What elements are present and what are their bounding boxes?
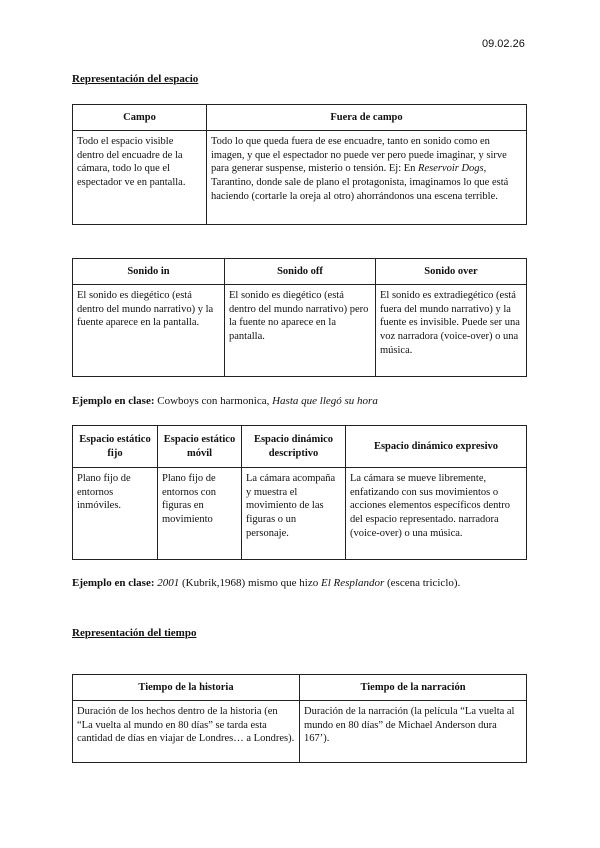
example-2-label: Ejemplo en clase:	[72, 577, 155, 589]
cell-estatico-movil: Plano fijo de entornos con figuras en movimiento	[158, 468, 242, 560]
cell-tiempo-narracion: Duración de la narración (la película “La vuelta al mundo en 80 días” de Michael Anderson dura 167’).	[300, 701, 527, 763]
example-1	[72, 394, 378, 408]
header-sonido-off: Sonido off	[225, 259, 376, 285]
document-date: 09.02.26	[482, 38, 525, 50]
header-tiempo-narracion: Tiempo de la narración	[300, 675, 527, 701]
table-campo	[72, 104, 527, 225]
fuera-text-pre: Todo lo que queda fuera de ese encuadre, tanto en sonido como en imagen, y que el espectador no puede ver pero puede imaginar, y sirve para generar suspense, misterio o tensión. Ej: En	[211, 136, 507, 175]
space-heading: Representación del espacio	[72, 73, 199, 85]
cell-tiempo-historia: Duración de los hechos dentro de la historia (en “La vuelta al mundo en 80 días” se tarda esta cantidad de días en viajar de Londres… a Londres).	[73, 701, 300, 763]
example-1-text: Cowboys con harmonica,	[154, 395, 273, 407]
header-estatico-fijo: Espacio estático fijo	[73, 426, 158, 468]
example-2-film-1: 2001	[157, 577, 180, 589]
cell-sonido-in: El sonido es diegético (está dentro del mundo narrativo) y la fuente aparece en la pantalla.	[73, 285, 225, 377]
cell-dinamico-expresivo: La cámara se mueve libremente, enfatizando con sus movimientos o acciones elementos específicos dentro del espacio representado. narradora (voice-over) o una música.	[346, 468, 527, 560]
film-reservoir-dogs: Reservoir Dogs	[418, 163, 484, 175]
cell-dinamico-descriptivo: La cámara acompaña y muestra el movimiento de las figuras o un personaje.	[242, 468, 346, 560]
cell-campo: Todo el espacio visible dentro del encuadre de la cámara, todo lo que el espectador ve en pantalla.	[73, 131, 207, 225]
cell-fuera-de-campo	[207, 131, 527, 225]
cell-sonido-off: El sonido es diegético (está dentro del mundo narrativo) pero la fuente no aparece en la pantalla.	[225, 285, 376, 377]
header-dinamico-descriptivo: Espacio dinámico descriptivo	[242, 426, 346, 468]
header-sonido-over: Sonido over	[376, 259, 527, 285]
example-1-label: Ejemplo en clase:	[72, 395, 155, 407]
cell-sonido-over: El sonido es extradiegético (está fuera del mundo narrativo) y la fuente es invisible. Puede ser una voz narradora (voice-over) o una música.	[376, 285, 527, 377]
table-tiempo	[72, 674, 527, 763]
example-2-text-1: (Kubrik,1968) mismo que hizo	[179, 577, 321, 589]
table-sonido	[72, 258, 527, 377]
header-sonido-in: Sonido in	[73, 259, 225, 285]
cell-estatico-fijo: Plano fijo de entornos inmóviles.	[73, 468, 158, 560]
header-estatico-movil: Espacio estático móvil	[158, 426, 242, 468]
table-espacio	[72, 425, 527, 560]
time-heading: Representación del tiempo	[72, 627, 197, 639]
fuera-text-post: , Tarantino, donde sale de plano el protagonista, imaginamos lo que está haciendo (cortarle la oreja al otro) ahorrándonos una escena terrible.	[211, 163, 509, 202]
header-campo: Campo	[73, 105, 207, 131]
header-fuera-de-campo: Fuera de campo	[207, 105, 527, 131]
example-2-text-2: (escena triciclo).	[384, 577, 461, 589]
header-tiempo-historia: Tiempo de la historia	[73, 675, 300, 701]
header-dinamico-expresivo: Espacio dinámico expresivo	[346, 426, 527, 468]
example-2	[72, 576, 460, 590]
example-2-film-2: El Resplandor	[321, 577, 385, 589]
example-1-film: Hasta que llegó su hora	[272, 395, 378, 407]
